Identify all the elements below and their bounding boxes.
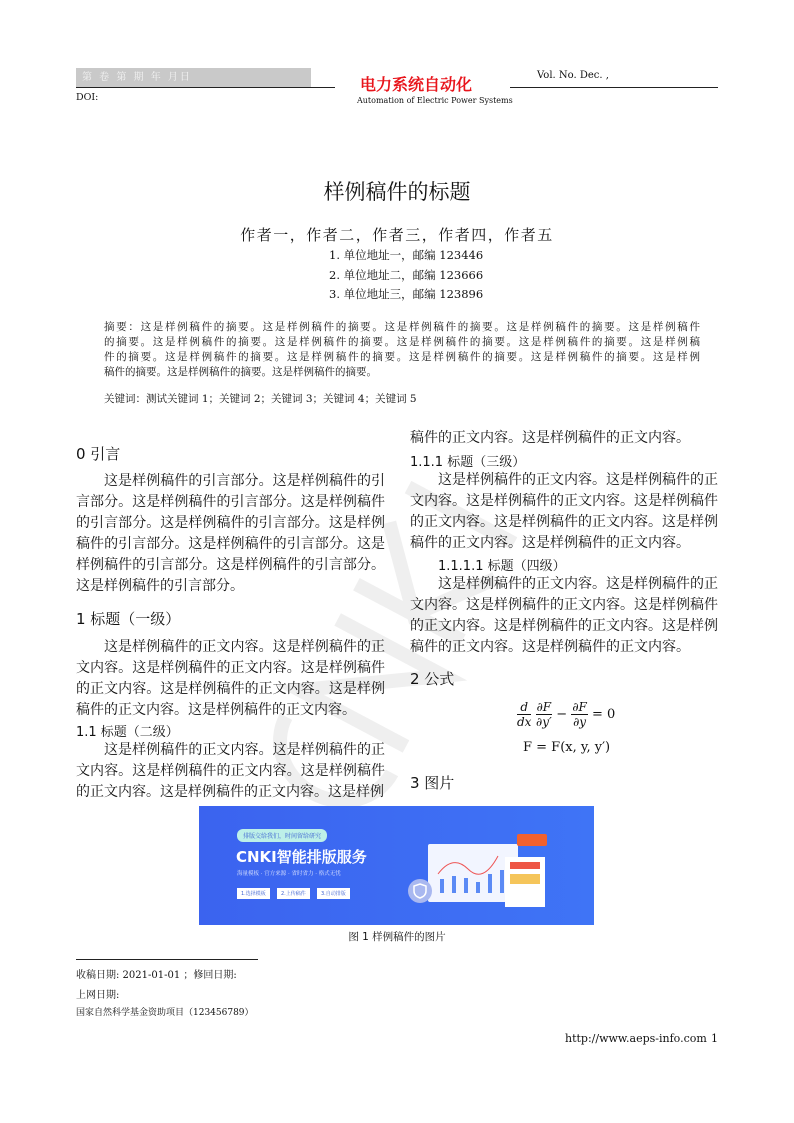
text-line: 稿件的正文内容。这是样例稿件的正文内容。 (410, 430, 690, 446)
text-line: 稿件的正文内容。这是样例稿件的正文内容。 (410, 535, 690, 551)
text-line: 的正文内容。这是样例稿件的正文内容。这是样例 (76, 784, 384, 800)
footer-url[interactable]: http://www.aeps-info.com (565, 1032, 707, 1045)
figure-subtitle: 海量模板 · 官方来源 · 省时省力 · 格式无忧 (237, 871, 341, 877)
text-line: 的引言部分。这是样例稿件的引言部分。这是样例 (76, 515, 385, 531)
text-line: 稿件的引言部分。这是样例稿件的引言部分。这是 (76, 536, 385, 552)
page-number: 1 (711, 1032, 718, 1045)
volume-info: Vol. No. Dec. , (537, 70, 609, 81)
eq-rhs: = 0 (591, 707, 616, 722)
eq-den: ∂y (573, 715, 587, 729)
header-rule-left (76, 87, 335, 88)
affiliation: 3. 单位地址三，邮编 123896 (329, 287, 484, 301)
section-heading: 0 引言 (76, 445, 121, 463)
footnote-rule (76, 959, 258, 960)
figure-caption: 图 1 样例稿件的图片 (348, 931, 446, 943)
journal-title: 电力系统自动化 (360, 75, 473, 94)
text-line: 这是样例稿件的正文内容。这是样例稿件的正 (438, 576, 718, 592)
eq-num: ∂F (572, 700, 587, 714)
text-line: 稿件的摘要。这是样例稿件的摘要。这是样例稿件的摘要。 (104, 366, 377, 378)
text-line: 这是样例稿件的正文内容。这是样例稿件的正 (104, 639, 385, 655)
text-line: 摘要：这是样例稿件的摘要。这是样例稿件的摘要。这是样例稿件的摘要。这是样例稿件的摘要。这是样例稿件 (104, 321, 700, 333)
text-line: 的正文内容。这是样例稿件的正文内容。这是样例 (76, 681, 385, 697)
figure-bubble: 排版交给我们，时间留给研究 (237, 829, 327, 842)
subsubsection-heading: 1.1.1 标题（三级） (410, 455, 526, 470)
page-title: 样例稿件的标题 (323, 180, 471, 204)
text-line: 的正文内容。这是样例稿件的正文内容。这是样例 (410, 514, 718, 530)
section-heading: 3 图片 (410, 774, 455, 792)
keywords: 关键词：测试关键词 1；关键词 2；关键词 3；关键词 4；关键词 5 (104, 393, 417, 405)
figure-step: 3.自动排版 (317, 888, 350, 899)
issue-info: 第 卷 第 期 年 月日 (76, 68, 311, 87)
message-icon (517, 834, 547, 846)
footnote-online-date: 上网日期: (76, 990, 120, 1001)
text-line: 这是样例稿件的正文内容。这是样例稿件的正 (438, 472, 718, 488)
section-heading: 1 标题（一级） (76, 610, 181, 628)
equation-1 (517, 700, 615, 729)
figure-title: CNKI智能排版服务 (236, 848, 367, 866)
text-line: 稿件的正文内容。这是样例稿件的正文内容。 (410, 639, 690, 655)
text-line: 言部分。这是样例稿件的引言部分。这是样例稿件 (76, 494, 385, 510)
text-line: 文内容。这是样例稿件的正文内容。这是样例稿件 (410, 493, 718, 509)
text-line: 这是样例稿件的正文内容。这是样例稿件的正 (104, 742, 385, 758)
eq-den: dx (517, 715, 532, 729)
figure-image (199, 806, 594, 925)
text-line: 这是样例稿件的引言部分。这是样例稿件的引 (104, 473, 385, 489)
eq-num: ∂F (536, 700, 552, 714)
affiliation: 2. 单位地址二，邮编 123666 (329, 268, 484, 282)
paragraph-heading: 1.1.1.1 标题（四级） (438, 559, 566, 574)
subsection-heading: 1.1 标题（二级） (76, 725, 179, 740)
section-heading: 2 公式 (410, 670, 455, 688)
text-line: 文内容。这是样例稿件的正文内容。这是样例稿件 (76, 660, 385, 676)
header-rule-right (510, 87, 718, 88)
eq-minus: − (556, 707, 568, 722)
text-line: 的正文内容。这是样例稿件的正文内容。这是样例 (410, 618, 718, 634)
eq-den: ∂y′ (536, 715, 552, 729)
text-line: 文内容。这是样例稿件的正文内容。这是样例稿件 (410, 597, 718, 613)
shield-icon (408, 879, 432, 903)
authors: 作者一，作者二，作者三，作者四，作者五 (240, 226, 554, 244)
text-line: 的摘要。这是样例稿件的摘要。这是样例稿件的摘要。这是样例稿件的摘要。这是样例稿件的摘要。这是样例稿 (104, 336, 700, 348)
text-line: 文内容。这是样例稿件的正文内容。这是样例稿件 (76, 763, 385, 779)
equation-2: F = F(x, y, y′) (523, 740, 611, 755)
doi: DOI: (76, 92, 99, 103)
journal-title-en: Automation of Electric Power Systems (357, 96, 513, 105)
text-line: 这是样例稿件的引言部分。 (76, 578, 244, 594)
document-illustration (505, 857, 545, 907)
footnote-funding: 国家自然科学基金资助项目（123456789） (76, 1008, 254, 1018)
eq-num: d (517, 700, 531, 715)
figure-step: 1.选择模板 (237, 888, 270, 899)
text-line: 稿件的正文内容。这是样例稿件的正文内容。 (76, 702, 356, 718)
affiliation: 1. 单位地址一，邮编 123446 (329, 248, 484, 262)
text-line: 样例稿件的引言部分。这是样例稿件的引言部分。 (76, 557, 385, 573)
text-line: 件的摘要。这是样例稿件的摘要。这是样例稿件的摘要。这是样例稿件的摘要。这是样例稿件的摘要。这是样例 (104, 351, 700, 363)
footnote-dates: 收稿日期: 2021-01-01 ；修回日期: (76, 970, 237, 981)
figure-step: 2.上传稿件 (277, 888, 310, 899)
